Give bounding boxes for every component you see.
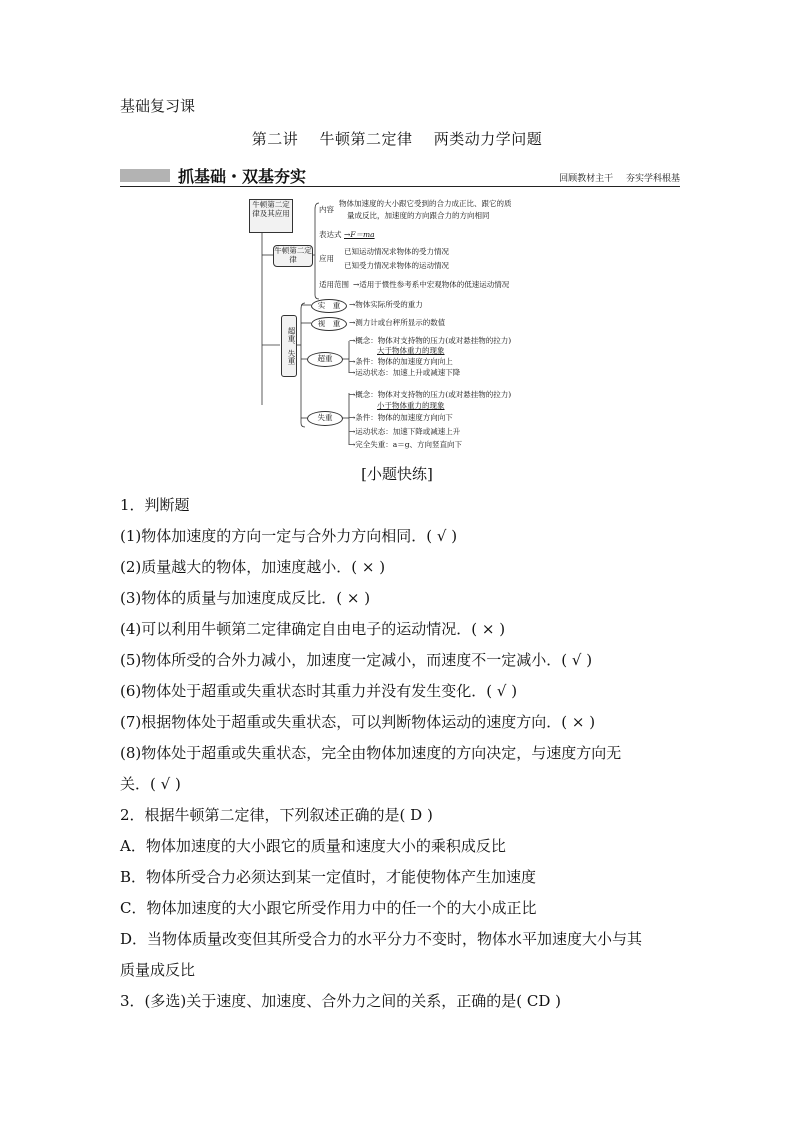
- section-slogan-1: 回顾教材主干: [559, 174, 614, 184]
- page-title: [0, 128, 794, 149]
- lecture-subtopic: 两类动力学问题: [433, 130, 543, 148]
- question-line: (8)物体处于超重或失重状态，完全由物体加速度的方向决定，与速度方向无: [120, 744, 622, 762]
- weightless-concept-2: 小于物体重力的现象: [377, 401, 445, 410]
- overweight-concept-2: 大于物体重力的现象: [377, 346, 445, 355]
- root-node: 牛顿第二定律及其应用: [249, 199, 293, 233]
- expression-label: 表达式: [319, 230, 342, 239]
- weightless-condition: →条件：物体的加速度方向向下: [349, 413, 453, 422]
- apparent-weight-node: 视 重: [311, 317, 347, 331]
- weightless-node: 失重: [307, 411, 343, 426]
- application-2: 已知受力情况求物体的运动情况: [344, 261, 449, 270]
- question-line: (5)物体所受的合外力减小，加速度一定减小，而速度不一定减小．( √ ): [120, 651, 593, 669]
- question-line: 3．(多选)关于速度、加速度、合外力之间的关系，正确的是( CD ): [120, 992, 561, 1010]
- question-line: 2．根据牛顿第二定律，下列叙述正确的是( D ): [120, 806, 433, 824]
- question-line: A．物体加速度的大小跟它的质量和速度大小的乘积成反比: [120, 837, 506, 855]
- apparent-weight-desc: →测力计或台秤所显示的数值: [349, 318, 446, 327]
- weightless-motion: →运动状态：加速下降或减速上升: [349, 427, 461, 436]
- overweight-condition: →条件：物体的加速度方向向上: [349, 357, 453, 366]
- question-line: D．当物体质量改变但其所受合力的水平分力不变时，物体水平加速度大小与其: [120, 930, 643, 948]
- question-line: (3)物体的质量与加速度成反比．( × ): [120, 589, 371, 607]
- content-line-2: 量成反比，加速度的方向跟合力的方向相同: [347, 211, 490, 220]
- question-line: B．物体所受合力必须达到某一定值时，才能使物体产生加速度: [120, 868, 537, 886]
- real-weight-desc: →物体实际所受的重力: [349, 300, 423, 309]
- section-slogan: [549, 171, 680, 184]
- question-line: 质量成反比: [120, 961, 196, 979]
- question-line: (1)物体加速度的方向一定与合外力方向相同．( √ ): [120, 527, 458, 545]
- weightless-concept: →概念：物体对支持物的压力(或对悬挂物的拉力): [349, 390, 512, 399]
- question-line: (2)质量越大的物体，加速度越小．( × ): [120, 558, 386, 576]
- overweight-motion: →运动状态：加速上升或减速下降: [349, 368, 461, 377]
- application-1: 已知运动情况求物体的受力情况: [344, 247, 449, 256]
- overweight-concept: →概念：物体对支持物的压力(或对悬挂物的拉力): [349, 336, 512, 345]
- question-list: [120, 490, 680, 1017]
- weightless-complete: →完全失重：a＝g、方向竖直向下: [349, 440, 463, 449]
- section-title: 抓基础・双基夯实: [178, 167, 307, 186]
- application-label: 应用: [319, 254, 334, 263]
- overweight-weightless-node: 超重、失重: [281, 315, 297, 377]
- content-label: 内容: [319, 205, 334, 214]
- scope-text: →适用于惯性参考系中宏观物体的低速运动情况: [353, 280, 510, 289]
- question-line: C．物体加速度的大小跟它所受作用力中的任一个的大小成正比: [120, 899, 537, 917]
- question-line: (4)可以利用牛顿第二定律确定自由电子的运动情况．( × ): [120, 620, 506, 638]
- course-label: 基础复习课: [120, 97, 196, 115]
- real-weight-node: 实 重: [311, 299, 347, 313]
- lecture-topic: 牛顿第二定律: [319, 130, 413, 148]
- concept-map: [245, 195, 565, 455]
- section-band: [120, 166, 680, 187]
- section-slogan-2: 夯实学科根基: [625, 174, 680, 184]
- scope-label: 适用范围: [319, 280, 349, 289]
- question-line: (6)物体处于超重或失重状态时其重力并没有发生变化．( √ ): [120, 682, 518, 700]
- content-line-1: 物体加速度的大小跟它受到的合力成正比、跟它的质: [339, 199, 512, 208]
- practice-caption: [小题快练]: [361, 465, 433, 483]
- question-line: 1．判断题: [120, 496, 190, 514]
- section-band-bar: [120, 169, 170, 182]
- newton-second-law-node: 牛顿第二定律: [273, 245, 313, 267]
- expression-formula: →F＝ma: [344, 230, 375, 239]
- question-line: 关．( √ ): [120, 775, 181, 793]
- question-line: (7)根据物体处于超重或失重状态，可以判断物体运动的速度方向．( × ): [120, 713, 596, 731]
- overweight-node: 超重: [307, 352, 343, 367]
- lecture-number: 第二讲: [251, 130, 299, 148]
